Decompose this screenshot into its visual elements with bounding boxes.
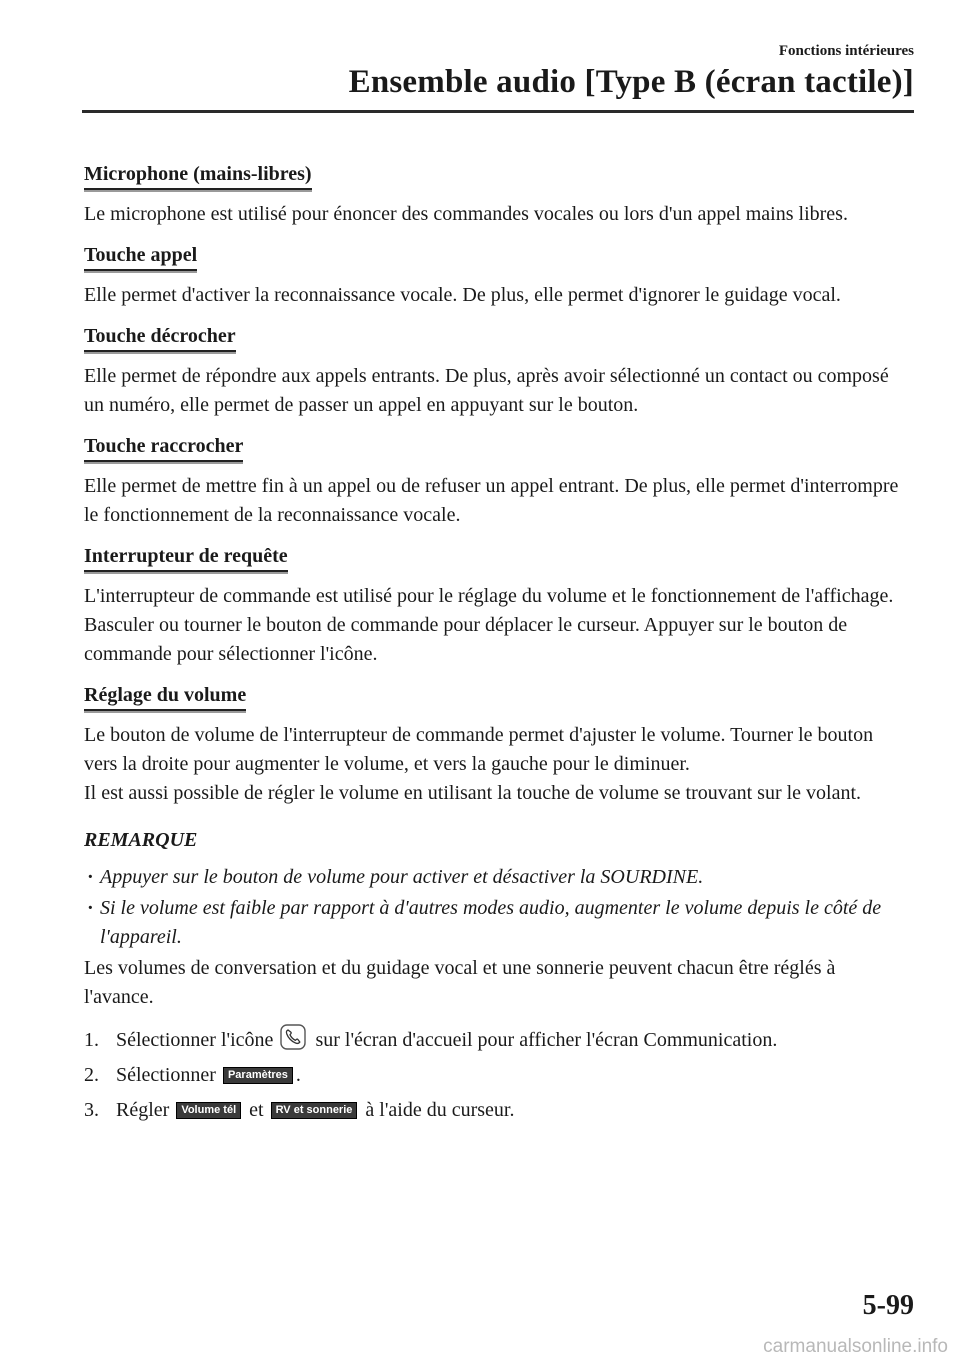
remark-item: · Appuyer sur le bouton de volume pour activer et désactiver la SOURDINE. [84, 863, 910, 892]
text-volume-1: Le bouton de volume de l'interrupteur de commande permet d'ajuster le volume. Tourner le bouton vers la droite pour augmenter le volume, et vers la gauche pour le diminuer. [84, 724, 874, 775]
heading-commander-switch: Interrupteur de requête [84, 543, 288, 572]
remark-list [84, 863, 910, 952]
page-number: 5-99 [862, 1290, 914, 1321]
step-text: et [249, 1099, 264, 1121]
step-number: 2. [84, 1064, 99, 1086]
section-name: Fonctions intérieures [778, 43, 914, 59]
heading-microphone: Microphone (mains-libres) [84, 161, 312, 190]
parametres-button-label: Paramètres [223, 1067, 293, 1084]
chapter-title: Ensemble audio [Type B (écran tactile)] [348, 64, 914, 100]
step-number: 1. [84, 1029, 99, 1051]
step-text: à l'aide du curseur. [365, 1099, 515, 1121]
step-item [84, 1061, 910, 1090]
step-text: Régler [116, 1099, 170, 1121]
text-commander-switch: L'interrupteur de commande est utilisé pour le réglage du volume et le fonctionnement de l'affichage. Basculer ou tourner le bouton de commande pour déplacer le curseur. Appuyer sur le bouton de commande pour sélectionner l'icône. [84, 585, 894, 665]
rv-sonnerie-button-label: RV et sonnerie [271, 1102, 358, 1119]
intro-text: Les volumes de conversation et du guidage vocal et une sonnerie peuvent chacun être réglés à l'avance. [84, 957, 836, 1008]
heading-volume: Réglage du volume [84, 682, 246, 711]
step-text: Sélectionner l'icône [116, 1029, 274, 1051]
text-microphone: Le microphone est utilisé pour énoncer des commandes vocales ou lors d'un appel mains libres. [84, 203, 848, 225]
heading-call-button: Touche appel [84, 242, 197, 271]
page-content [84, 160, 910, 1131]
step-item [84, 1024, 910, 1055]
text-call-button: Elle permet d'activer la reconnaissance vocale. De plus, elle permet d'ignorer le guidage vocal. [84, 284, 841, 306]
text-volume-2: Il est aussi possible de régler le volume en utilisant la touche de volume se trouvant sur le volant. [84, 782, 862, 804]
remark-item: · Si le volume est faible par rapport à d'autres modes audio, augmenter le volume depuis le côté de l'appareil. [84, 894, 910, 952]
volume-tel-button-label: Volume tél [176, 1102, 241, 1119]
heading-pickup-button: Touche décrocher [84, 323, 236, 352]
step-text: . [295, 1064, 301, 1086]
text-pickup-button: Elle permet de répondre aux appels entrants. De plus, après avoir sélectionné un contact ou composé un numéro, elle permet de passer un appel en appuyant sur le bouton. [84, 365, 889, 416]
header-rule [82, 110, 914, 113]
step-text: sur l'écran d'accueil pour afficher l'écran Communication. [315, 1029, 778, 1051]
steps-list [84, 1024, 910, 1125]
step-text: Sélectionner [116, 1064, 216, 1086]
phone-icon [280, 1024, 306, 1050]
remark-title: REMARQUE [84, 829, 198, 851]
page-header [82, 42, 914, 102]
step-item [84, 1096, 910, 1125]
text-hangup-button: Elle permet de mettre fin à un appel ou de refuser un appel entrant. De plus, elle permet d'interrompre le fonctionnement de la reconnaissance vocale. [84, 475, 899, 526]
heading-hangup-button: Touche raccrocher [84, 433, 243, 462]
step-number: 3. [84, 1099, 99, 1121]
watermark: carmanualsonline.info [763, 1336, 948, 1357]
